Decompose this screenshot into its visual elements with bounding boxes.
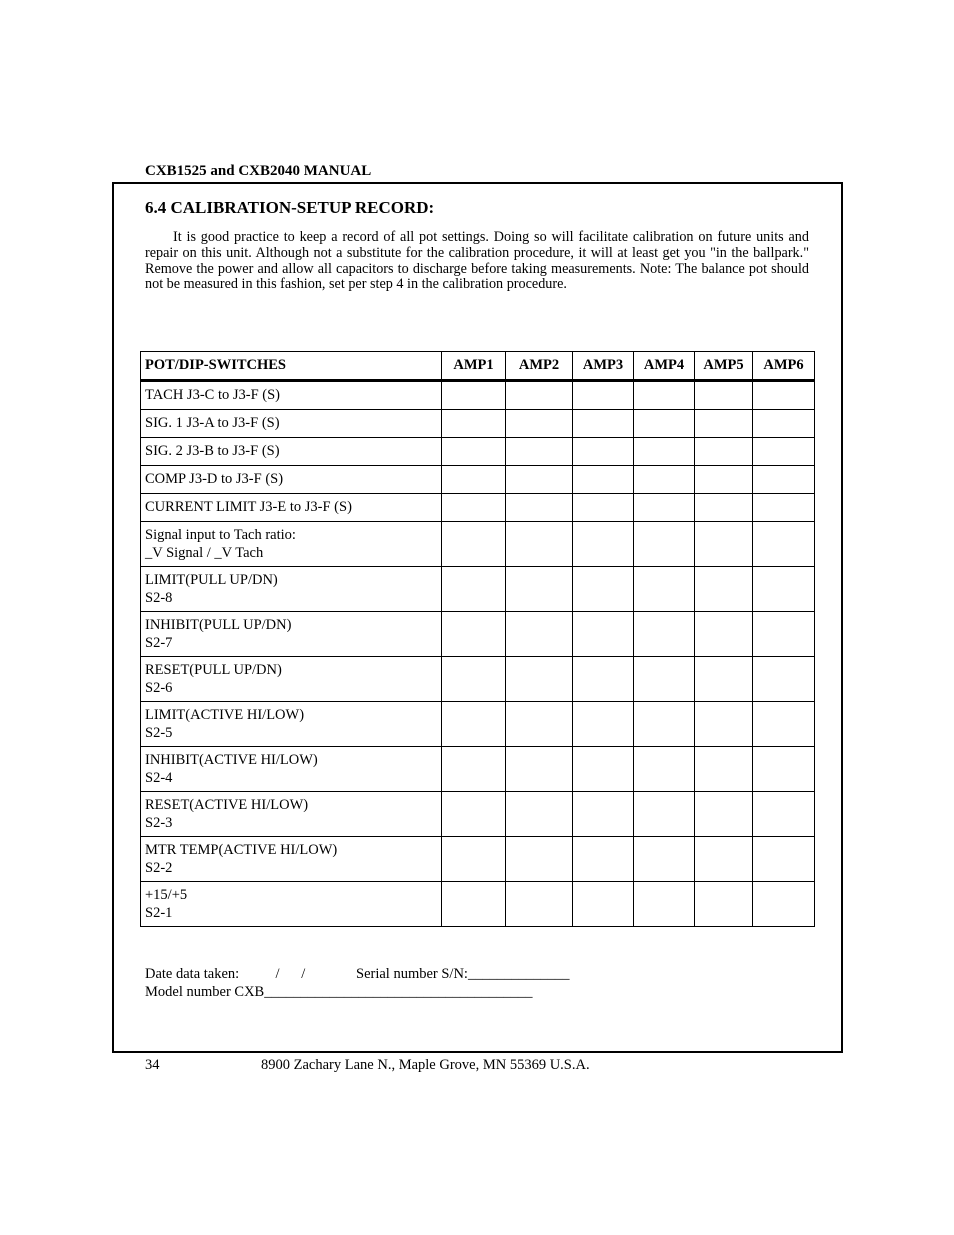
row-label-cell — [141, 438, 442, 466]
table-row — [141, 792, 815, 837]
amp5-value-cell[interactable] — [695, 567, 753, 612]
column-header-amp3: AMP3 — [573, 352, 634, 381]
amp3-value-cell[interactable] — [573, 792, 634, 837]
amp3-value-cell[interactable] — [573, 702, 634, 747]
table-row — [141, 747, 815, 792]
row-label: LIMIT(PULL UP/DN) — [145, 572, 278, 588]
amp4-value-cell[interactable] — [634, 494, 695, 522]
row-label: RESET(ACTIVE HI/LOW) — [145, 797, 309, 813]
amp1-value-cell[interactable] — [442, 837, 506, 882]
row-sublabel: S2-1 — [145, 905, 173, 921]
table-row — [141, 410, 815, 438]
section-title: 6.4 CALIBRATION-SETUP RECORD: — [145, 198, 435, 217]
row-label-cell — [141, 657, 442, 702]
amp1-value-cell[interactable] — [442, 567, 506, 612]
amp6-value-cell[interactable] — [753, 792, 815, 837]
row-label-cell — [141, 381, 442, 410]
amp2-value-cell[interactable] — [506, 494, 573, 522]
amp1-value-cell[interactable] — [442, 747, 506, 792]
amp1-value-cell[interactable] — [442, 702, 506, 747]
amp4-value-cell[interactable] — [634, 837, 695, 882]
table-row — [141, 837, 815, 882]
amp4-value-cell[interactable] — [634, 410, 695, 438]
amp5-value-cell[interactable] — [695, 837, 753, 882]
row-sublabel: _V Signal / _V Tach — [145, 545, 264, 561]
amp1-value-cell[interactable] — [442, 522, 506, 567]
amp2-value-cell[interactable] — [506, 837, 573, 882]
amp5-value-cell[interactable] — [695, 792, 753, 837]
amp6-value-cell[interactable] — [753, 882, 815, 927]
row-label: +15/+5 — [145, 887, 188, 903]
amp3-value-cell[interactable] — [573, 438, 634, 466]
column-header-amp1: AMP1 — [442, 352, 506, 381]
amp5-value-cell[interactable] — [695, 657, 753, 702]
table-row — [141, 381, 815, 410]
company-address: 8900 Zachary Lane N., Maple Grove, MN 55369 U.S.A. — [261, 1057, 590, 1073]
amp1-value-cell[interactable] — [442, 792, 506, 837]
table-row — [141, 438, 815, 466]
amp4-value-cell[interactable] — [634, 792, 695, 837]
row-label-cell — [141, 466, 442, 494]
amp2-value-cell[interactable] — [506, 466, 573, 494]
amp6-value-cell[interactable] — [753, 381, 815, 410]
row-label-cell — [141, 747, 442, 792]
date-serial-line: Date data taken: / / Serial number S/N:______________ — [145, 966, 570, 982]
amp5-value-cell[interactable] — [695, 438, 753, 466]
amp4-value-cell[interactable] — [634, 381, 695, 410]
column-header-amp5: AMP5 — [695, 352, 753, 381]
amp4-value-cell[interactable] — [634, 747, 695, 792]
amp6-value-cell[interactable] — [753, 494, 815, 522]
table-body — [141, 381, 815, 927]
row-sublabel: S2-8 — [145, 590, 173, 606]
row-label-cell — [141, 522, 442, 567]
amp4-value-cell[interactable] — [634, 438, 695, 466]
row-label-cell — [141, 837, 442, 882]
amp2-value-cell[interactable] — [506, 792, 573, 837]
row-label: LIMIT(ACTIVE HI/LOW) — [145, 707, 305, 723]
table-row — [141, 702, 815, 747]
table-row — [141, 657, 815, 702]
table-row — [141, 522, 815, 567]
amp3-value-cell[interactable] — [573, 494, 634, 522]
amp4-value-cell[interactable] — [634, 702, 695, 747]
amp6-value-cell[interactable] — [753, 522, 815, 567]
table-row — [141, 612, 815, 657]
amp5-value-cell[interactable] — [695, 612, 753, 657]
amp5-value-cell[interactable] — [695, 466, 753, 494]
amp1-value-cell[interactable] — [442, 410, 506, 438]
row-label-cell — [141, 567, 442, 612]
row-label: MTR TEMP(ACTIVE HI/LOW) — [145, 842, 338, 858]
table-header-row — [141, 352, 815, 381]
amp6-value-cell[interactable] — [753, 567, 815, 612]
row-sublabel: S2-6 — [145, 680, 173, 696]
amp2-value-cell[interactable] — [506, 381, 573, 410]
intro-paragraph: It is good practice to keep a record of all pot settings. Doing so will facilitate calibration on future units and repair on this unit. Although not a substitute for the calibration procedure, it will at least get you "in the ballpark." Remove the power and allow all capacitors to discharge before taking measurements. Note: The balance pot should not be measured in this fashion, set per step 4 in the calibration procedure. — [145, 229, 809, 293]
row-label: SIG. 1 J3-A to J3-F (S) — [145, 415, 280, 431]
row-label-cell — [141, 410, 442, 438]
amp2-value-cell[interactable] — [506, 612, 573, 657]
column-header-amp6: AMP6 — [753, 352, 815, 381]
row-label: RESET(PULL UP/DN) — [145, 662, 282, 678]
amp2-value-cell[interactable] — [506, 438, 573, 466]
amp1-value-cell[interactable] — [442, 882, 506, 927]
column-header-amp2: AMP2 — [506, 352, 573, 381]
amp3-value-cell[interactable] — [573, 522, 634, 567]
row-sublabel: S2-4 — [145, 770, 173, 786]
amp6-value-cell[interactable] — [753, 612, 815, 657]
row-label: COMP J3-D to J3-F (S) — [145, 471, 284, 487]
amp3-value-cell[interactable] — [573, 410, 634, 438]
amp3-value-cell[interactable] — [573, 567, 634, 612]
page-number: 34 — [145, 1057, 160, 1073]
amp5-value-cell[interactable] — [695, 702, 753, 747]
amp5-value-cell[interactable] — [695, 747, 753, 792]
row-label: INHIBIT(ACTIVE HI/LOW) — [145, 752, 318, 768]
amp5-value-cell[interactable] — [695, 522, 753, 567]
running-header: CXB1525 and CXB2040 MANUAL — [145, 163, 372, 179]
amp4-value-cell[interactable] — [634, 612, 695, 657]
table-row — [141, 494, 815, 522]
row-label: INHIBIT(PULL UP/DN) — [145, 617, 292, 633]
amp2-value-cell[interactable] — [506, 567, 573, 612]
row-label-cell — [141, 792, 442, 837]
amp6-value-cell[interactable] — [753, 702, 815, 747]
row-label-cell — [141, 702, 442, 747]
amp4-value-cell[interactable] — [634, 882, 695, 927]
amp3-value-cell[interactable] — [573, 381, 634, 410]
table-row — [141, 466, 815, 494]
amp6-value-cell[interactable] — [753, 466, 815, 494]
amp3-value-cell[interactable] — [573, 657, 634, 702]
amp4-value-cell[interactable] — [634, 522, 695, 567]
column-header-pot: POT/DIP-SWITCHES — [141, 352, 442, 381]
row-label: SIG. 2 J3-B to J3-F (S) — [145, 443, 280, 459]
row-sublabel: S2-7 — [145, 635, 173, 651]
amp1-value-cell[interactable] — [442, 612, 506, 657]
amp5-value-cell[interactable] — [695, 494, 753, 522]
amp2-value-cell[interactable] — [506, 410, 573, 438]
amp5-value-cell[interactable] — [695, 381, 753, 410]
amp3-value-cell[interactable] — [573, 837, 634, 882]
calibration-table — [140, 351, 815, 927]
column-header-amp4: AMP4 — [634, 352, 695, 381]
amp3-value-cell[interactable] — [573, 882, 634, 927]
amp6-value-cell[interactable] — [753, 747, 815, 792]
row-label: CURRENT LIMIT J3-E to J3-F (S) — [145, 499, 352, 515]
amp2-value-cell[interactable] — [506, 657, 573, 702]
row-sublabel: S2-3 — [145, 815, 173, 831]
row-label-cell — [141, 882, 442, 927]
amp2-value-cell[interactable] — [506, 702, 573, 747]
amp6-value-cell[interactable] — [753, 410, 815, 438]
amp4-value-cell[interactable] — [634, 567, 695, 612]
amp1-value-cell[interactable] — [442, 381, 506, 410]
amp2-value-cell[interactable] — [506, 747, 573, 792]
amp3-value-cell[interactable] — [573, 612, 634, 657]
row-sublabel: S2-5 — [145, 725, 173, 741]
amp1-value-cell[interactable] — [442, 657, 506, 702]
amp1-value-cell[interactable] — [442, 494, 506, 522]
amp6-value-cell[interactable] — [753, 837, 815, 882]
record-info — [145, 965, 569, 1001]
amp1-value-cell[interactable] — [442, 438, 506, 466]
row-label-cell — [141, 494, 442, 522]
row-label-cell — [141, 612, 442, 657]
model-number-line: Model number CXB_____________________________________ — [145, 984, 533, 1000]
amp2-value-cell[interactable] — [506, 522, 573, 567]
amp5-value-cell[interactable] — [695, 882, 753, 927]
amp5-value-cell[interactable] — [695, 410, 753, 438]
row-label: Signal input to Tach ratio: — [145, 527, 296, 543]
row-label: TACH J3-C to J3-F (S) — [145, 387, 280, 403]
table-row — [141, 882, 815, 927]
row-sublabel: S2-2 — [145, 860, 173, 876]
amp3-value-cell[interactable] — [573, 466, 634, 494]
amp1-value-cell[interactable] — [442, 466, 506, 494]
amp4-value-cell[interactable] — [634, 657, 695, 702]
amp3-value-cell[interactable] — [573, 747, 634, 792]
amp2-value-cell[interactable] — [506, 882, 573, 927]
amp6-value-cell[interactable] — [753, 438, 815, 466]
table-row — [141, 567, 815, 612]
amp6-value-cell[interactable] — [753, 657, 815, 702]
amp4-value-cell[interactable] — [634, 466, 695, 494]
